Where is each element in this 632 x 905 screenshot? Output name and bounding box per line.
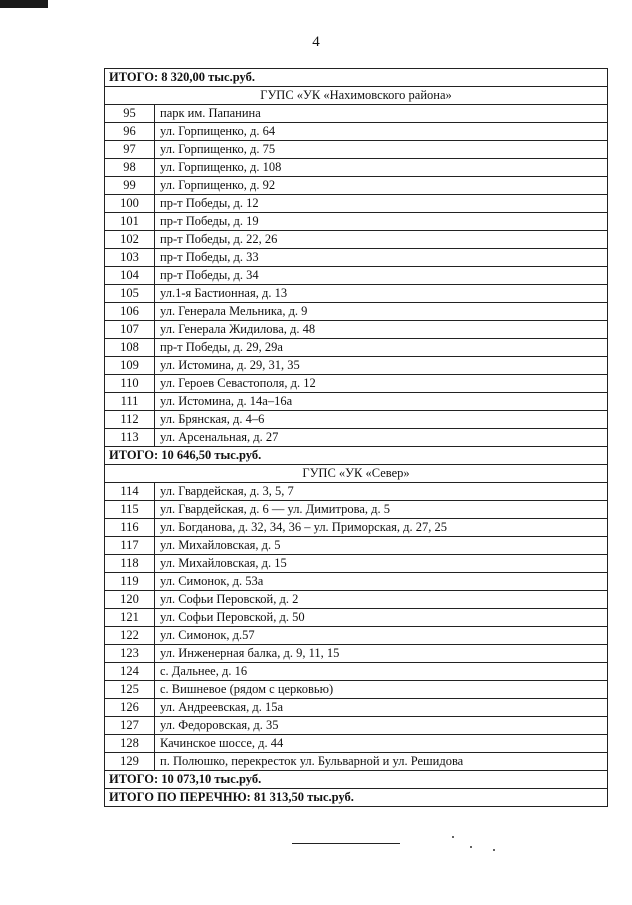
table-row <box>105 609 608 627</box>
address-cell: пр-т Победы, д. 12 <box>155 195 608 213</box>
row-number-cell: 99 <box>105 177 155 195</box>
table-row <box>105 213 608 231</box>
address-cell: ул. Гвардейская, д. 6 — ул. Димитрова, д. 5 <box>155 501 608 519</box>
table-row <box>105 159 608 177</box>
table-row <box>105 735 608 753</box>
address-cell: ул. Истомина, д. 14а–16а <box>155 393 608 411</box>
group-total-cell: ИТОГО: 10 646,50 тыс.руб. <box>105 447 608 465</box>
address-cell: с. Дальнее, д. 16 <box>155 663 608 681</box>
address-cell: ул. Андреевская, д. 15а <box>155 699 608 717</box>
address-cell: ул. Симонок, д.57 <box>155 627 608 645</box>
address-cell: ул. Михайловская, д. 15 <box>155 555 608 573</box>
table-row <box>105 123 608 141</box>
address-cell: ул. Михайловская, д. 5 <box>155 537 608 555</box>
address-cell: пр-т Победы, д. 33 <box>155 249 608 267</box>
scan-speck <box>493 849 495 851</box>
address-cell: пр-т Победы, д. 29, 29а <box>155 339 608 357</box>
group-total-row <box>105 771 608 789</box>
row-number-cell: 105 <box>105 285 155 303</box>
table-row <box>105 411 608 429</box>
table-row <box>105 429 608 447</box>
table-row <box>105 501 608 519</box>
row-number-cell: 113 <box>105 429 155 447</box>
table-row <box>105 663 608 681</box>
row-number-cell: 96 <box>105 123 155 141</box>
org-title-row <box>105 465 608 483</box>
table-row <box>105 753 608 771</box>
table-row <box>105 717 608 735</box>
address-cell: ул. Инженерная балка, д. 9, 11, 15 <box>155 645 608 663</box>
address-cell: ул. Софьи Перовской, д. 2 <box>155 591 608 609</box>
scan-speck <box>452 836 454 838</box>
address-cell: с. Вишневое (рядом с церковью) <box>155 681 608 699</box>
table-row <box>105 249 608 267</box>
table-row <box>105 195 608 213</box>
row-number-cell: 98 <box>105 159 155 177</box>
grand-total-row <box>105 789 608 807</box>
row-number-cell: 110 <box>105 375 155 393</box>
address-cell: ул. Софьи Перовской, д. 50 <box>155 609 608 627</box>
table-row <box>105 339 608 357</box>
table-row <box>105 231 608 249</box>
table-row <box>105 591 608 609</box>
address-cell: ул. Генерала Мельника, д. 9 <box>155 303 608 321</box>
row-number-cell: 129 <box>105 753 155 771</box>
table-row <box>105 105 608 123</box>
table-row <box>105 393 608 411</box>
row-number-cell: 126 <box>105 699 155 717</box>
address-cell: ул. Федоровская, д. 35 <box>155 717 608 735</box>
table-row <box>105 321 608 339</box>
address-cell: ул. Симонок, д. 53а <box>155 573 608 591</box>
page-number: 4 <box>312 34 320 50</box>
row-number-cell: 101 <box>105 213 155 231</box>
row-number-cell: 124 <box>105 663 155 681</box>
table-row <box>105 285 608 303</box>
org-title-cell: ГУПС «УК «Север» <box>105 465 608 483</box>
row-number-cell: 125 <box>105 681 155 699</box>
row-number-cell: 106 <box>105 303 155 321</box>
table-row <box>105 375 608 393</box>
group-total-row <box>105 447 608 465</box>
address-cell: ул. Истомина, д. 29, 31, 35 <box>155 357 608 375</box>
row-number-cell: 112 <box>105 411 155 429</box>
table-row <box>105 483 608 501</box>
table-row <box>105 681 608 699</box>
row-number-cell: 107 <box>105 321 155 339</box>
row-number-cell: 108 <box>105 339 155 357</box>
row-number-cell: 122 <box>105 627 155 645</box>
address-cell: п. Полюшко, перекресток ул. Бульварной и ул. Решидова <box>155 753 608 771</box>
group-total-row <box>105 69 608 87</box>
row-number-cell: 115 <box>105 501 155 519</box>
group-total-cell: ИТОГО: 8 320,00 тыс.руб. <box>105 69 608 87</box>
table-row <box>105 537 608 555</box>
row-number-cell: 102 <box>105 231 155 249</box>
address-cell: ул. Богданова, д. 32, 34, 36 – ул. Приморская, д. 27, 25 <box>155 519 608 537</box>
table-row <box>105 699 608 717</box>
table-row <box>105 357 608 375</box>
table-row <box>105 645 608 663</box>
row-number-cell: 120 <box>105 591 155 609</box>
group-total-cell: ИТОГО: 10 073,10 тыс.руб. <box>105 771 608 789</box>
row-number-cell: 97 <box>105 141 155 159</box>
signature-line <box>292 843 400 844</box>
row-number-cell: 123 <box>105 645 155 663</box>
table-row <box>105 141 608 159</box>
table-row <box>105 555 608 573</box>
org-title-row <box>105 87 608 105</box>
address-cell: парк им. Папанина <box>155 105 608 123</box>
row-number-cell: 111 <box>105 393 155 411</box>
table-row <box>105 627 608 645</box>
row-number-cell: 116 <box>105 519 155 537</box>
row-number-cell: 95 <box>105 105 155 123</box>
address-cell: ул. Горпищенко, д. 64 <box>155 123 608 141</box>
row-number-cell: 103 <box>105 249 155 267</box>
row-number-cell: 114 <box>105 483 155 501</box>
org-title-cell: ГУПС «УК «Нахимовского района» <box>105 87 608 105</box>
scan-corner-mark <box>0 0 48 8</box>
address-cell: пр-т Победы, д. 19 <box>155 213 608 231</box>
row-number-cell: 117 <box>105 537 155 555</box>
address-cell: пр-т Победы, д. 34 <box>155 267 608 285</box>
address-cell: ул. Арсенальная, д. 27 <box>155 429 608 447</box>
address-cell: Качинское шоссе, д. 44 <box>155 735 608 753</box>
row-number-cell: 121 <box>105 609 155 627</box>
row-number-cell: 119 <box>105 573 155 591</box>
row-number-cell: 100 <box>105 195 155 213</box>
scan-speck <box>470 846 472 848</box>
table-row <box>105 519 608 537</box>
row-number-cell: 127 <box>105 717 155 735</box>
address-cell: ул. Горпищенко, д. 75 <box>155 141 608 159</box>
address-cell: пр-т Победы, д. 22, 26 <box>155 231 608 249</box>
address-cell: ул. Горпищенко, д. 108 <box>155 159 608 177</box>
address-cell: ул. Горпищенко, д. 92 <box>155 177 608 195</box>
address-cell: ул. Гвардейская, д. 3, 5, 7 <box>155 483 608 501</box>
table-row <box>105 267 608 285</box>
table-row <box>105 573 608 591</box>
address-cell: ул. Брянская, д. 4–6 <box>155 411 608 429</box>
address-table <box>104 68 608 807</box>
grand-total-cell: ИТОГО ПО ПЕРЕЧНЮ: 81 313,50 тыс.руб. <box>105 789 608 807</box>
address-cell: ул. Героев Севастополя, д. 12 <box>155 375 608 393</box>
row-number-cell: 109 <box>105 357 155 375</box>
table-row <box>105 177 608 195</box>
row-number-cell: 128 <box>105 735 155 753</box>
address-cell: ул.1-я Бастионная, д. 13 <box>155 285 608 303</box>
table-row <box>105 303 608 321</box>
row-number-cell: 118 <box>105 555 155 573</box>
row-number-cell: 104 <box>105 267 155 285</box>
address-cell: ул. Генерала Жидилова, д. 48 <box>155 321 608 339</box>
